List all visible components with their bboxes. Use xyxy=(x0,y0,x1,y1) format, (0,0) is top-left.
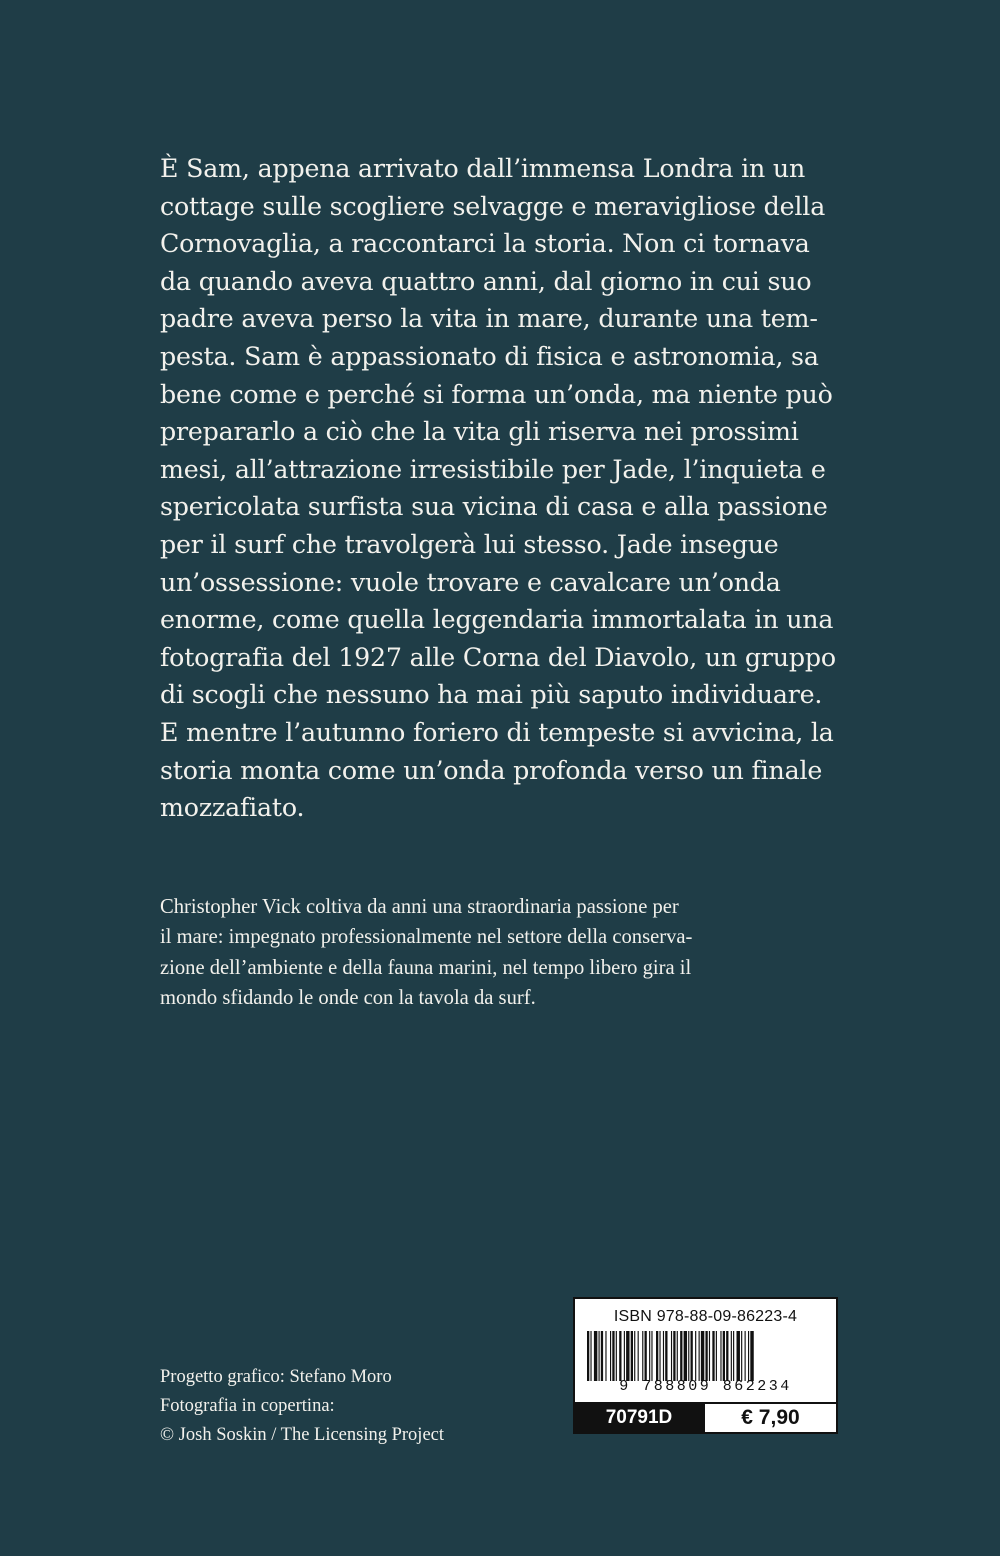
author-bio-line: zione dell’ambiente e della fauna marini, nel tempo libero gira il xyxy=(160,956,692,979)
barcode-bar xyxy=(638,1331,639,1381)
barcode-bar xyxy=(605,1331,606,1381)
barcode-bar xyxy=(701,1331,704,1381)
barcode-bar xyxy=(731,1331,732,1381)
barcode-bar xyxy=(610,1331,611,1381)
barcode-image xyxy=(585,1331,826,1381)
barcode-bar xyxy=(619,1331,621,1381)
blurb-line: E mentre l’autunno foriero di tempeste si avvicina, la xyxy=(160,717,834,747)
blurb-line: per il surf che travolgerà lui stesso. Jade insegue xyxy=(160,529,779,559)
barcode-bar xyxy=(665,1331,667,1381)
blurb-line: fotografia del 1927 alle Corna del Diavolo, un gruppo xyxy=(160,642,836,672)
barcode-bar xyxy=(684,1331,687,1381)
barcode-digits: 9 788809 862234 xyxy=(619,1378,792,1395)
barcode-bar xyxy=(624,1331,625,1381)
author-bio xyxy=(160,892,850,1014)
author-bio-line: Christopher Vick coltiva da anni una straordinaria passione per xyxy=(160,896,679,918)
barcode-bar xyxy=(677,1331,678,1381)
barcode-bar xyxy=(642,1331,643,1381)
blurb-line: padre aveva perso la vita in mare, durante una tem- xyxy=(160,304,818,334)
blurb-line: mesi, all’attrazione irresistibile per Jade, l’inquieta e xyxy=(160,454,826,484)
barcode-bar xyxy=(733,1331,734,1381)
barcode-bar xyxy=(745,1331,746,1381)
barcode-bar xyxy=(656,1331,658,1381)
barcode-bar xyxy=(720,1331,721,1381)
blurb-line: bene come e perché si forma un’onda, ma niente può xyxy=(160,379,833,409)
barcode-bar xyxy=(691,1331,693,1381)
barcode-bar xyxy=(659,1331,660,1381)
blurb-line: mozzafiato. xyxy=(160,793,305,823)
credit-line: Progetto grafico: Stefano Moro xyxy=(160,1367,392,1387)
design-credits xyxy=(160,1363,444,1450)
blurb-line: prepararlo a ciò che la vita gli riserva nei prossimi xyxy=(160,417,799,447)
isbn-number: ISBN 978-88-09-86223-4 xyxy=(613,1308,798,1325)
barcode-bar xyxy=(737,1331,740,1381)
barcode-bar xyxy=(649,1331,650,1381)
barcode-bar xyxy=(631,1331,633,1381)
blurb-line: spericolata surfista sua vicina di casa e alla passione xyxy=(160,492,828,522)
book-blurb xyxy=(160,150,840,827)
barcode-bar xyxy=(673,1331,675,1381)
credit-line: © Josh Soskin / The Licensing Project xyxy=(160,1425,445,1445)
credit-line: Fotografia in copertina: xyxy=(160,1396,335,1416)
barcode-bar xyxy=(748,1331,749,1381)
blurb-line: da quando aveva quattro anni, dal giorno in cui suo xyxy=(160,266,812,296)
barcode-bar xyxy=(695,1331,696,1381)
barcode-bar xyxy=(741,1331,742,1381)
blurb-line: pesta. Sam è appassionato di fisica e astronomia, sa xyxy=(160,341,819,371)
blurb-line: storia monta come un’onda profonda verso un finale xyxy=(160,755,823,785)
barcode-bar xyxy=(671,1331,672,1381)
barcode-bar xyxy=(709,1331,710,1381)
barcode-bar xyxy=(587,1331,589,1381)
barcode-bar xyxy=(699,1331,700,1381)
barcode-bar xyxy=(688,1331,689,1381)
price-label: € 7,90 xyxy=(703,1404,836,1432)
product-code: 70791D xyxy=(575,1404,703,1432)
blurb-line: Cornovaglia, a raccontarci la storia. Non ci tornava xyxy=(160,229,810,259)
blurb-line: di scogli che nessuno ha mai più saputo individuare. xyxy=(160,680,823,710)
barcode-bar xyxy=(612,1331,614,1381)
barcode-bar xyxy=(601,1331,603,1381)
author-bio-line: il mare: impegnato professionalmente nel settore della conserva- xyxy=(160,926,693,949)
barcode-bar xyxy=(723,1331,725,1381)
barcode-bar xyxy=(594,1331,597,1381)
barcode-bar xyxy=(626,1331,629,1381)
barcode-bar xyxy=(651,1331,652,1381)
barcode-bar xyxy=(663,1331,664,1381)
barcode-bar xyxy=(705,1331,707,1381)
barcode-bar xyxy=(634,1331,635,1381)
blurb-line: un’ossessione: vuole trovare e cavalcare un’onda xyxy=(160,567,781,597)
barcode-bar xyxy=(590,1331,591,1381)
barcode-bar xyxy=(726,1331,728,1381)
blurb-line: È Sam, appena arrivato dall’immensa Londra in un xyxy=(160,154,806,183)
blurb-line: enorme, come quella leggendaria immortalata in una xyxy=(160,605,834,635)
blurb-line: cottage sulle scogliere selvagge e meravigliose della xyxy=(160,191,826,221)
barcode-bar xyxy=(712,1331,714,1381)
barcode-bar xyxy=(680,1331,682,1381)
isbn-barcode-box xyxy=(573,1297,838,1434)
author-bio-line: mondo sfidando le onde con la tavola da surf. xyxy=(160,987,536,1010)
barcode-bar xyxy=(750,1331,753,1381)
barcode-bar xyxy=(599,1331,600,1381)
barcode-bar xyxy=(716,1331,717,1381)
barcode-bar xyxy=(645,1331,647,1381)
barcode-bar xyxy=(616,1331,617,1381)
